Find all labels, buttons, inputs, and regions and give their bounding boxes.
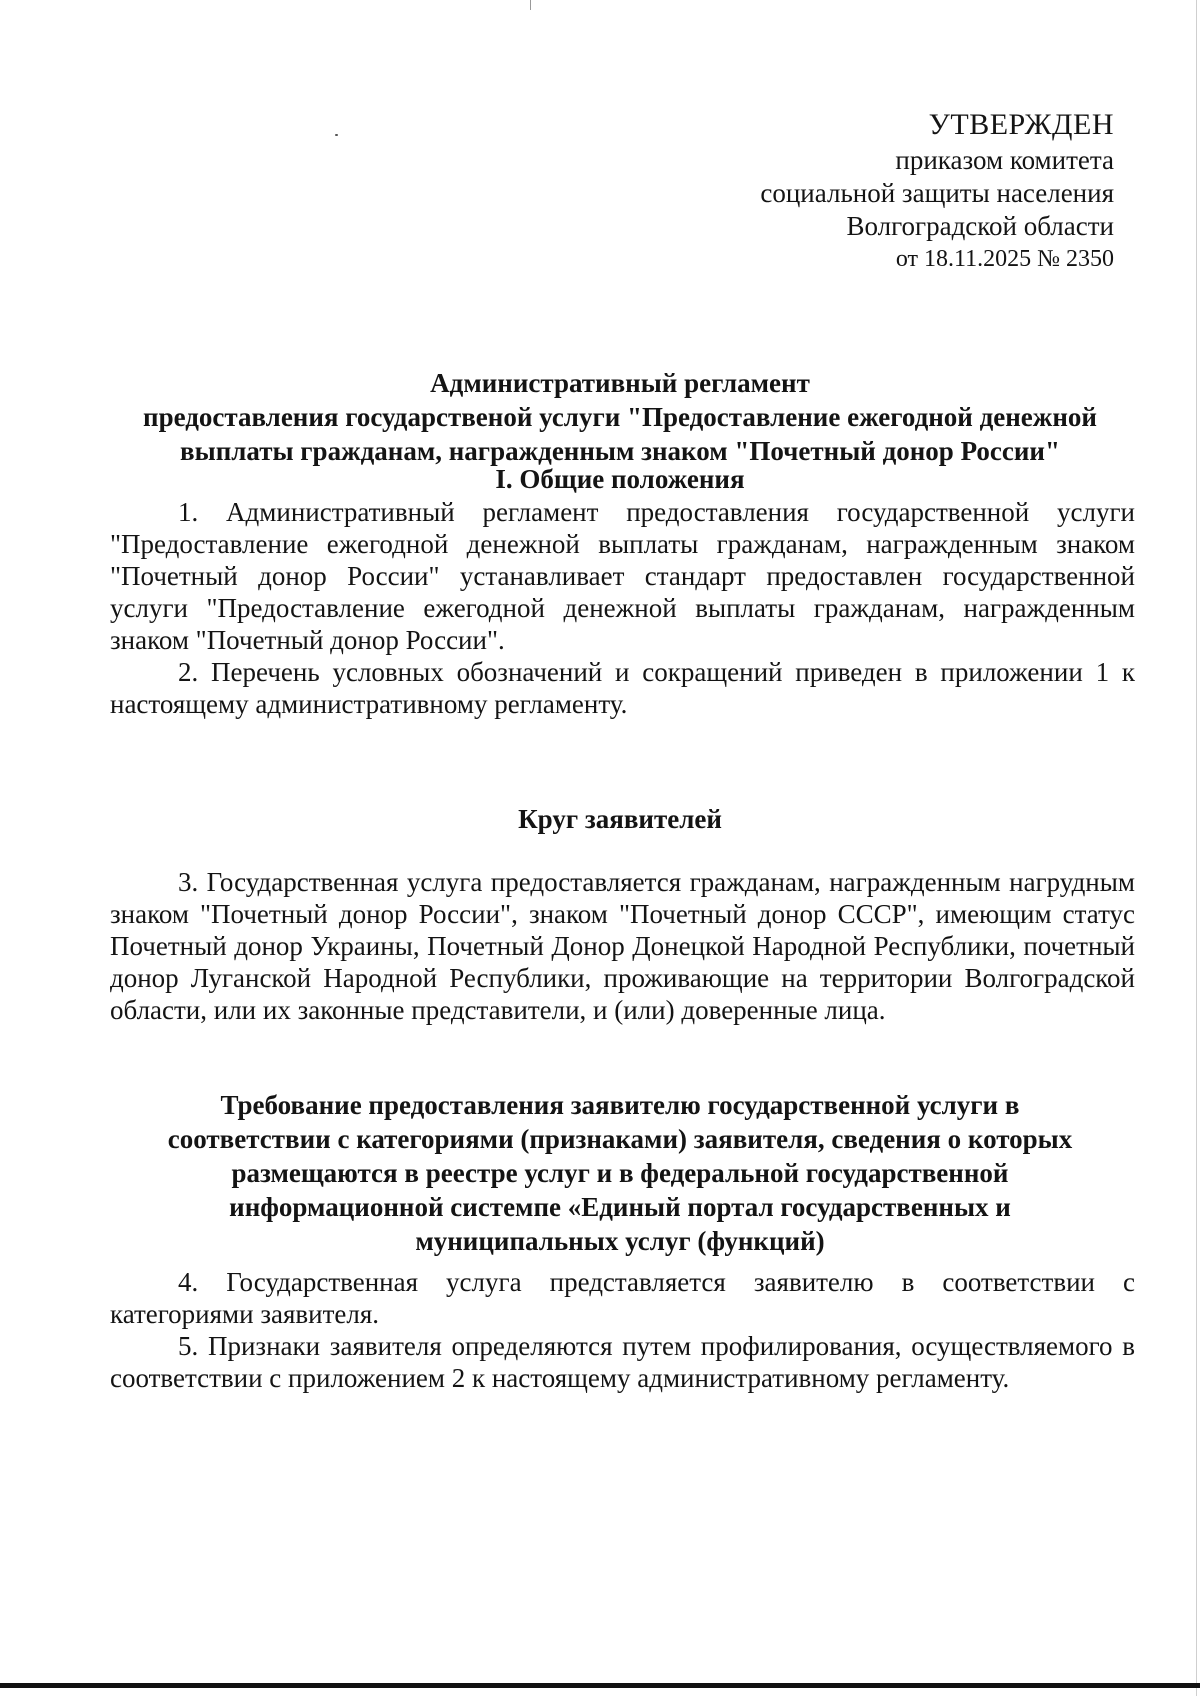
paragraph-4: 4. Государственная услуга представляется заявителю в соответствии с категориями заявителя. bbox=[110, 1267, 1135, 1329]
paragraph-3: 3. Государственная услуга предоставляется гражданам, награжденным нагрудным знаком "Почетный донор России", знаком "Почетный донор СССР", имеющим статус Почетный донор Украины, Почетный Донор Донецкой Народной Республики, почетный донор Луганской Народной Республики, проживающие на территории Волгоградской области, или их законные представители, и (или) доверенные лица. bbox=[110, 867, 1135, 1025]
page-edge bbox=[1196, 0, 1197, 1696]
approval-line-committee: социальной защиты населения bbox=[760, 178, 1114, 208]
section-heading-line: Требование предоставления заявителю государственной услуги в bbox=[220, 1090, 1020, 1120]
approval-line-region: Волгоградской области bbox=[846, 211, 1114, 241]
page-bottom-rule bbox=[0, 1683, 1200, 1688]
paragraph-2: 2. Перечень условных обозначений и сокращений приведен в приложении 1 к настоящему административному регламенту. bbox=[110, 657, 1135, 719]
section-heading-applicants: Круг заявителей bbox=[518, 804, 722, 834]
paragraph-5: 5. Признаки заявителя определяются путем профилирования, осуществляемого в соответствии с приложением 2 к настоящему административному регламенту. bbox=[110, 1331, 1135, 1393]
section-applicants-body bbox=[110, 866, 1135, 1026]
document-title-line: предоставления государственой услуги "Предоставление ежегодной денежной bbox=[143, 402, 1097, 432]
scan-speck bbox=[335, 134, 338, 136]
section-requirements-body bbox=[110, 1266, 1135, 1394]
document-title-line: выплаты гражданам, награжденным знаком "Почетный донор России" bbox=[180, 436, 1060, 466]
approval-line-order: приказом комитета bbox=[895, 145, 1114, 175]
section-heading-line: соответствии с категориями (признаками) заявителя, сведения о которых bbox=[167, 1124, 1073, 1154]
section-heading-requirements bbox=[110, 1088, 1130, 1258]
section-general-body bbox=[110, 496, 1135, 720]
approval-stamp-block bbox=[760, 106, 1114, 276]
document-title-line: Административный регламент bbox=[430, 368, 810, 398]
paragraph-1: 1. Административный регламент предоставления государственной услуги "Предоставление ежегодной денежной выплаты гражданам, награжденным знаком "Почетный донор России" устанавливает стандарт предоставлен государственной услуги "Предоставление ежегодной денежной выплаты гражданам, награжденным знаком "Почетный донор России". bbox=[110, 497, 1135, 655]
section-heading-line: размещаются в реестре услуг и в федеральной государственной bbox=[231, 1158, 1009, 1188]
document-title bbox=[110, 366, 1130, 468]
scan-mark bbox=[530, 0, 531, 10]
section-heading-general: I. Общие положения bbox=[495, 464, 745, 494]
approval-line-date-number: от 18.11.2025 № 2350 bbox=[895, 246, 1114, 272]
section-heading-line: муниципальных услуг (функций) bbox=[415, 1226, 825, 1256]
section-heading-line: информационной системпе «Единый портал государственных и bbox=[229, 1192, 1011, 1222]
approval-title: УТВЕРЖДЕН bbox=[928, 108, 1114, 141]
